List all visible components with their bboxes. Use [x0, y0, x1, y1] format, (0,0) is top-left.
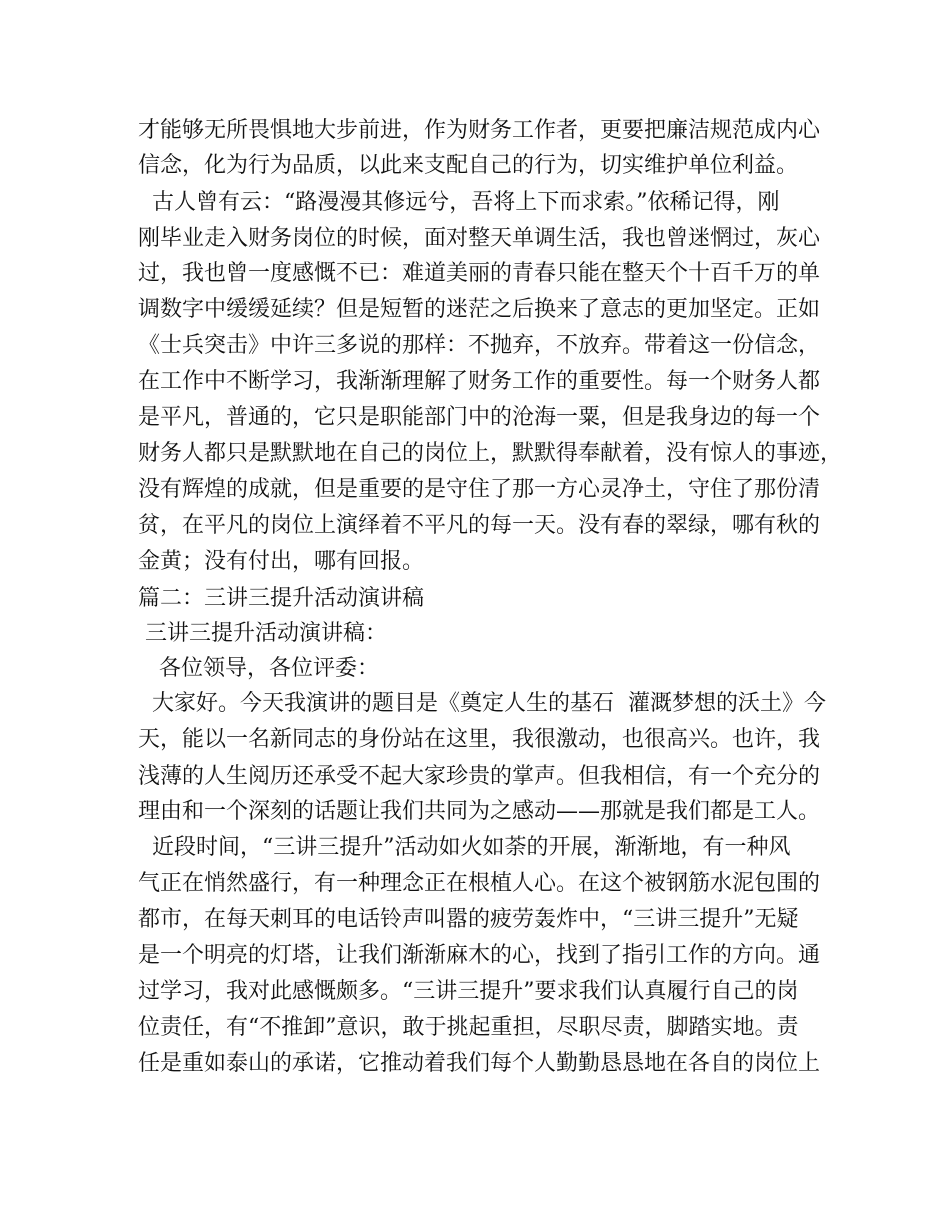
text-line: 是一个明亮的灯塔，让我们渐渐麻木的心，找到了指引工作的方向。通: [138, 943, 821, 968]
text-line: 气正在悄然盛行，有一种理念正在根植人心。在这个被钢筋水泥包围的: [138, 871, 821, 896]
text-line: 才能够无所畏惧地大步前进，作为财务工作者，更要把廉洁规范成内心: [138, 118, 821, 143]
text-line: 古人曾有云：“路漫漫其修远兮，吾将上下而求索。”依稀记得，刚: [138, 190, 780, 215]
text-line: 近段时间，“三讲三提升”活动如火如荼的开展，渐渐地，有一种风: [138, 835, 791, 860]
text-line: 浅薄的人生阅历还承受不起大家珍贵的掌声。但我相信，有一个充分的: [138, 764, 821, 789]
text-line: 财务人都只是默默地在自己的岗位上，默默得奉献着，没有惊人的事迹，: [138, 441, 843, 466]
text-line: 在工作中不断学习，我渐渐理解了财务工作的重要性。每一个财务人都: [138, 369, 821, 394]
speech-title: 三讲三提升活动演讲稿：: [138, 621, 387, 646]
text-line: 任是重如泰山的承诺，它推动着我们每个人勤勤恳恳地在各自的岗位上: [138, 1051, 821, 1076]
text-line: 刚毕业走入财务岗位的时候，面对整天单调生活，我也曾迷惘过，灰心: [138, 226, 821, 251]
text-line: 没有辉煌的成就，但是重要的是守住了那一方心灵净土，守住了那份清: [138, 477, 821, 502]
text-line: 金黄；没有付出，哪有回报。: [138, 549, 425, 574]
text-line: 调数字中缓缓延续？但是短暂的迷茫之后换来了意志的更加坚定。正如: [138, 297, 821, 322]
text-line: 贫，在平凡的岗位上演绎着不平凡的每一天。没有春的翠绿，哪有秋的: [138, 513, 821, 538]
text-line: 信念，化为行为品质，以此来支配自己的行为，切实维护单位利益。: [138, 153, 799, 178]
text-line: 天，能以一名新同志的身份站在这里，我很激动，也很高兴。也许，我: [138, 727, 821, 752]
salutation: 各位领导，各位评委：: [138, 656, 379, 681]
text-line: 《士兵突击》中许三多说的那样：不抛弃，不放弃。带着这一份信念，: [138, 333, 821, 358]
text-line: 过学习，我对此感慨颇多。“三讲三提升”要求我们认真履行自己的岗: [138, 979, 799, 1004]
text-line: 都市，在每天刺耳的电话铃声叫嚣的疲劳轰炸中，“三讲三提升”无疑: [138, 907, 799, 932]
section-heading: 篇二：三讲三提升活动演讲稿: [138, 586, 425, 611]
text-line: 是平凡，普通的，它只是职能部门中的沧海一粟，但是我身边的每一个: [138, 405, 821, 430]
text-line: 大家好。今天我演讲的题目是《奠定人生的基石 灌溉梦想的沃土》今: [138, 691, 826, 716]
text-line: 过，我也曾一度感慨不已：难道美丽的青春只能在整天个十百千万的单: [138, 261, 821, 286]
text-line: 位责任，有“不推卸”意识，敢于挑起重担，尽职尽责，脚踏实地。责: [138, 1015, 799, 1040]
text-line: 理由和一个深刻的话题让我们共同为之感动——那就是我们都是工人。: [138, 799, 821, 824]
